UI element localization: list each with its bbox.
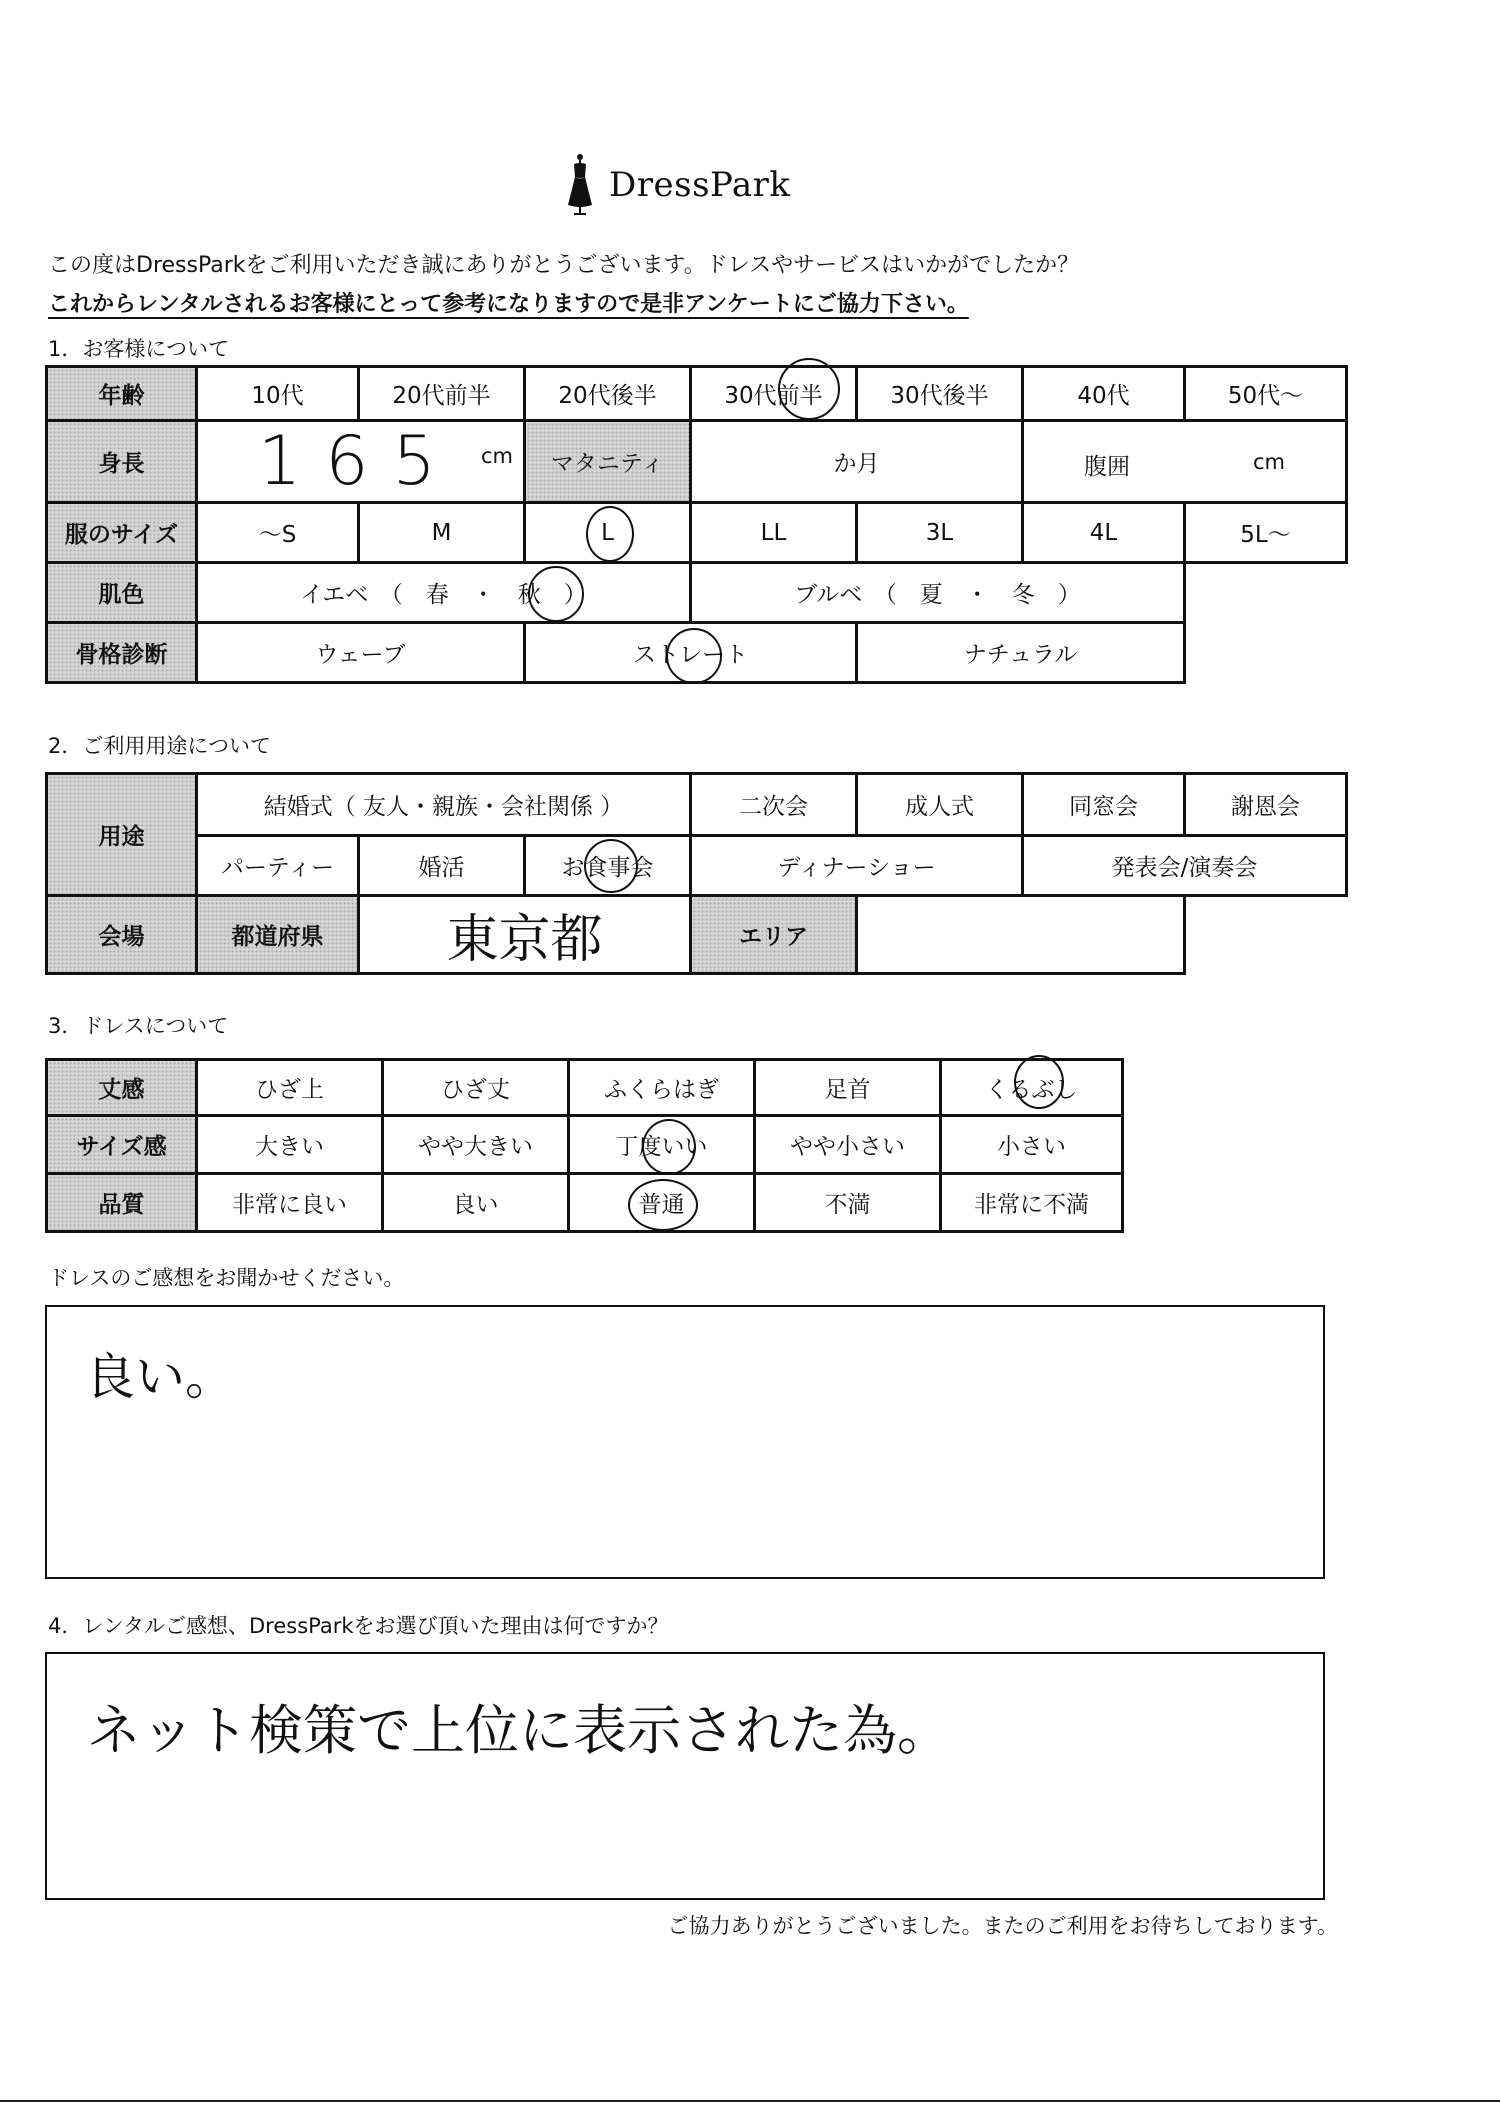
height-unit: cm	[480, 444, 513, 468]
thank-you-note: ご協力ありがとうございました。またのご利用をお待ちしております。	[667, 1914, 1338, 1938]
venue-label: 会場	[47, 896, 197, 974]
quality-option[interactable]: 不満	[755, 1174, 941, 1232]
brand-name: DressPark	[609, 165, 791, 205]
skin-yellow-base[interactable]	[197, 563, 691, 623]
age-option[interactable]: 30代後半	[857, 367, 1023, 421]
dress-feedback-answer: 良い。	[85, 1348, 235, 1406]
purpose-option[interactable]: 発表会/演奏会	[1023, 836, 1347, 896]
purpose-option[interactable]: 二次会	[691, 774, 857, 836]
age-option-label: 30代前半	[724, 383, 823, 409]
feedback-prompt: ドレスのご感想をお聞かせください。	[48, 1266, 405, 1290]
body-type-option-selected[interactable]	[525, 623, 857, 683]
purpose-option[interactable]: ディナーショー	[691, 836, 1023, 896]
age-option[interactable]: 50代～	[1185, 367, 1347, 421]
purpose-option[interactable]: 婚活	[359, 836, 525, 896]
length-label: 丈感	[47, 1060, 197, 1116]
fit-option-label: 丁度いい	[615, 1134, 708, 1160]
fit-option[interactable]: 大きい	[197, 1116, 383, 1174]
skin-blue-base[interactable]: ブルベ （ 夏 ・ 冬 ）	[691, 563, 1185, 623]
section-title: 3．ドレスについて	[48, 1014, 229, 1038]
section-title: 2．ご利用用途について	[48, 734, 271, 758]
empty-cell	[1185, 563, 1347, 623]
purpose-label: 用途	[47, 774, 197, 896]
customer-table	[45, 365, 1348, 684]
quality-option[interactable]: 良い	[383, 1174, 569, 1232]
purpose-option[interactable]: 成人式	[857, 774, 1023, 836]
maternity-label: マタニティ	[525, 421, 691, 503]
length-option[interactable]: ふくらはぎ	[569, 1060, 755, 1116]
fit-label: サイズ感	[47, 1116, 197, 1174]
fit-option[interactable]: 小さい	[941, 1116, 1123, 1174]
area-label: エリア	[691, 896, 857, 974]
quality-option-selected[interactable]	[569, 1174, 755, 1232]
age-option[interactable]: 20代後半	[525, 367, 691, 421]
quality-option-label: 普通	[638, 1192, 685, 1218]
waist-unit: cm	[1252, 450, 1285, 474]
age-option[interactable]: 10代	[197, 367, 359, 421]
fit-option[interactable]: やや小さい	[755, 1116, 941, 1174]
length-option[interactable]: 足首	[755, 1060, 941, 1116]
skin-label: 肌色	[47, 563, 197, 623]
age-label: 年齢	[47, 367, 197, 421]
age-option-selected[interactable]	[691, 367, 857, 421]
size-option-selected[interactable]	[525, 503, 691, 563]
brand-logo	[565, 150, 791, 220]
months-unit: か月	[833, 451, 880, 477]
dress-mannequin-icon	[565, 153, 595, 217]
prefecture-label: 都道府県	[197, 896, 359, 974]
size-label: 服のサイズ	[47, 503, 197, 563]
maternity-months-field[interactable]	[691, 421, 1023, 503]
skin-yellow-text: イエベ （ 春 ・ 秋 ）	[300, 582, 587, 608]
reason-answer: ネット検策で上位に表示された為。	[87, 1699, 951, 1762]
height-label: 身長	[47, 421, 197, 503]
area-field[interactable]	[857, 896, 1185, 974]
section-title: 4．レンタルご感想、DressParkをお選び頂いた理由は何ですか？	[48, 1614, 669, 1638]
prefecture-field[interactable]	[359, 896, 691, 974]
usage-table	[45, 772, 1348, 975]
dress-table	[45, 1058, 1124, 1233]
age-option[interactable]: 40代	[1023, 367, 1185, 421]
purpose-option[interactable]: 結婚式（ 友人・親族・会社関係 ）	[197, 774, 691, 836]
size-option[interactable]: M	[359, 503, 525, 563]
intro-line: この度はDressParkをご利用いただき誠にありがとうございます。ドレスやサービスはいかがでしたか？	[48, 253, 1080, 278]
reason-textarea[interactable]	[45, 1652, 1325, 1900]
intro-request: これからレンタルされるお客様にとって参考になりますので是非アンケートにご協力下さい。	[48, 292, 969, 317]
length-option[interactable]: ひざ丈	[383, 1060, 569, 1116]
empty-cell	[1185, 896, 1347, 974]
height-value: 165	[258, 422, 460, 501]
height-field[interactable]	[197, 421, 525, 503]
purpose-option[interactable]: 同窓会	[1023, 774, 1185, 836]
section-title: 1．お客様について	[48, 337, 229, 361]
quality-option[interactable]: 非常に良い	[197, 1174, 383, 1232]
dress-feedback-textarea[interactable]	[45, 1305, 1325, 1579]
length-option-label: くるぶし	[985, 1077, 1078, 1103]
purpose-option-selected[interactable]	[525, 836, 691, 896]
body-type-option-label: ストレート	[633, 642, 748, 668]
body-type-option[interactable]: ナチュラル	[857, 623, 1185, 683]
length-option-selected[interactable]	[941, 1060, 1123, 1116]
age-option[interactable]: 20代前半	[359, 367, 525, 421]
size-option[interactable]: 4L	[1023, 503, 1185, 563]
size-option[interactable]: 3L	[857, 503, 1023, 563]
body-type-label: 骨格診断	[47, 623, 197, 683]
fit-option[interactable]: やや大きい	[383, 1116, 569, 1174]
purpose-option[interactable]: パーティー	[197, 836, 359, 896]
purpose-option-label: お食事会	[561, 855, 654, 881]
size-option-label: L	[601, 519, 614, 546]
quality-option[interactable]: 非常に不満	[941, 1174, 1123, 1232]
fit-option-selected[interactable]	[569, 1116, 755, 1174]
size-option[interactable]: 5L～	[1185, 503, 1347, 563]
purpose-option[interactable]: 謝恩会	[1185, 774, 1347, 836]
body-type-option[interactable]: ウェーブ	[197, 623, 525, 683]
divider	[0, 2100, 1500, 2102]
waist-field[interactable]	[1023, 421, 1347, 503]
empty-cell	[1185, 623, 1347, 683]
waist-label: 腹囲	[1084, 454, 1130, 480]
size-option[interactable]: ～S	[197, 503, 359, 563]
quality-label: 品質	[47, 1174, 197, 1232]
size-option[interactable]: LL	[691, 503, 857, 563]
length-option[interactable]: ひざ上	[197, 1060, 383, 1116]
prefecture-value: 東京都	[446, 910, 603, 970]
